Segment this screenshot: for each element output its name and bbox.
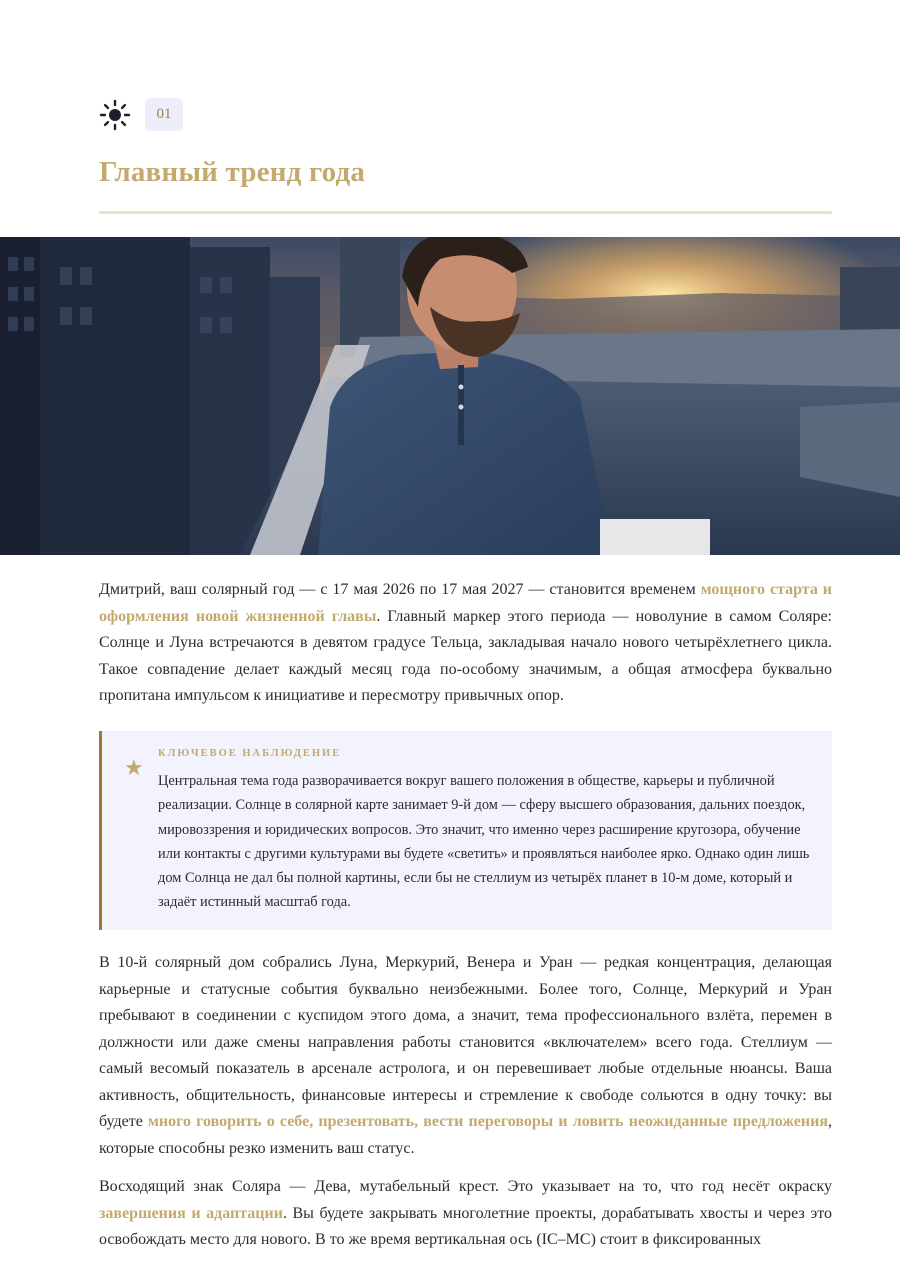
paragraph-ascendant-highlight: завершения и адаптации [99,1204,283,1222]
title-divider [99,211,832,214]
chapter-title: Главный тренд года [99,156,366,188]
paragraph-intro [99,577,832,710]
paragraph-stellium-text-end: , которые способны резко изменить ваш статус. [99,1113,832,1157]
paragraph-ascendant-text-end: . Вы будете закрывать многолетние проекты, дорабатывать хвосты и через это освобождать место для нового. В то же время вертикальная ось (IC–MC) стоит в фиксированных [99,1204,833,1248]
key-observation-callout [99,731,832,930]
hero-image [0,237,900,555]
paragraph-ascendant-text: Восходящий знак Соляра — Дева, мутабельный крест. Это указывает на то, что год несёт окраску [99,1178,832,1195]
paragraph-stellium-highlight: много говорить о себе, презентовать, вести переговоры и ловить неожиданные предложения [148,1113,828,1130]
paragraph-intro-text-end: . Главный маркер этого периода — новолуние в самом Соляре: Солнце и Луна встречаются в девятом градусе Тельца, закладывая начало нового четырёхлетнего цикла. Такое совпадение делает каждый месяц года по-особому значимым, а общая атмосфера буквально пропитана импульсом к инициативе и пересмотру привычных опор. [99,607,833,704]
star-icon: ★ [124,755,144,780]
paragraph-ascendant [99,1174,832,1254]
paragraph-intro-highlight: мощного старта и оформления новой жизненной главы [99,581,833,625]
callout-text: Центральная тема года разворачивается вокруг вашего положения в обществе, карьеры и публичной реализации. Солнце в солярной карте занимает 9-й дом — сферу высшего образования, дальних поездок, мировоззрения и юридических вопросов. Это значит, что именно через расширение кругозора, обучение или контакты с другими культурами вы будете «светить» и проявляться наиболее ярко. Однако один лишь дом Солнца не дал бы полной картины, если бы не стеллиум из четырёх планет в 10-м доме, который и задаёт истинный масштаб года. [158,773,810,911]
chapter-number-badge: 01 [145,98,183,131]
callout-label: КЛЮЧЕВОЕ НАБЛЮДЕНИЕ [158,748,342,759]
paragraph-stellium-text: В 10-й солярный дом собрались Луна, Меркурий, Венера и Уран — редкая концентрация, делающая карьерные и статусные события буквально неизбежными. Более того, Солнце, Меркурий и Уран пребывают в соединении с куспидом этого дома, а значит, тема профессионального взлёта, перемен в должности или даже смены направления работы становится «включателем» всего года. Стеллиум — самый весомый показатель в арсенале астролога, и он перевешивает любые отдельные нюансы. Ваша активность, общительность, финансовые интересы и стремление к свободе сольются в одну точку: вы будете [99,954,832,1130]
chapter-header [99,98,183,131]
paragraph-stellium [99,950,832,1162]
paragraph-intro-text: Дмитрий, ваш солярный год — с 17 мая 2026 по 17 мая 2027 — становится временем [99,581,701,598]
sun-icon [99,99,131,131]
